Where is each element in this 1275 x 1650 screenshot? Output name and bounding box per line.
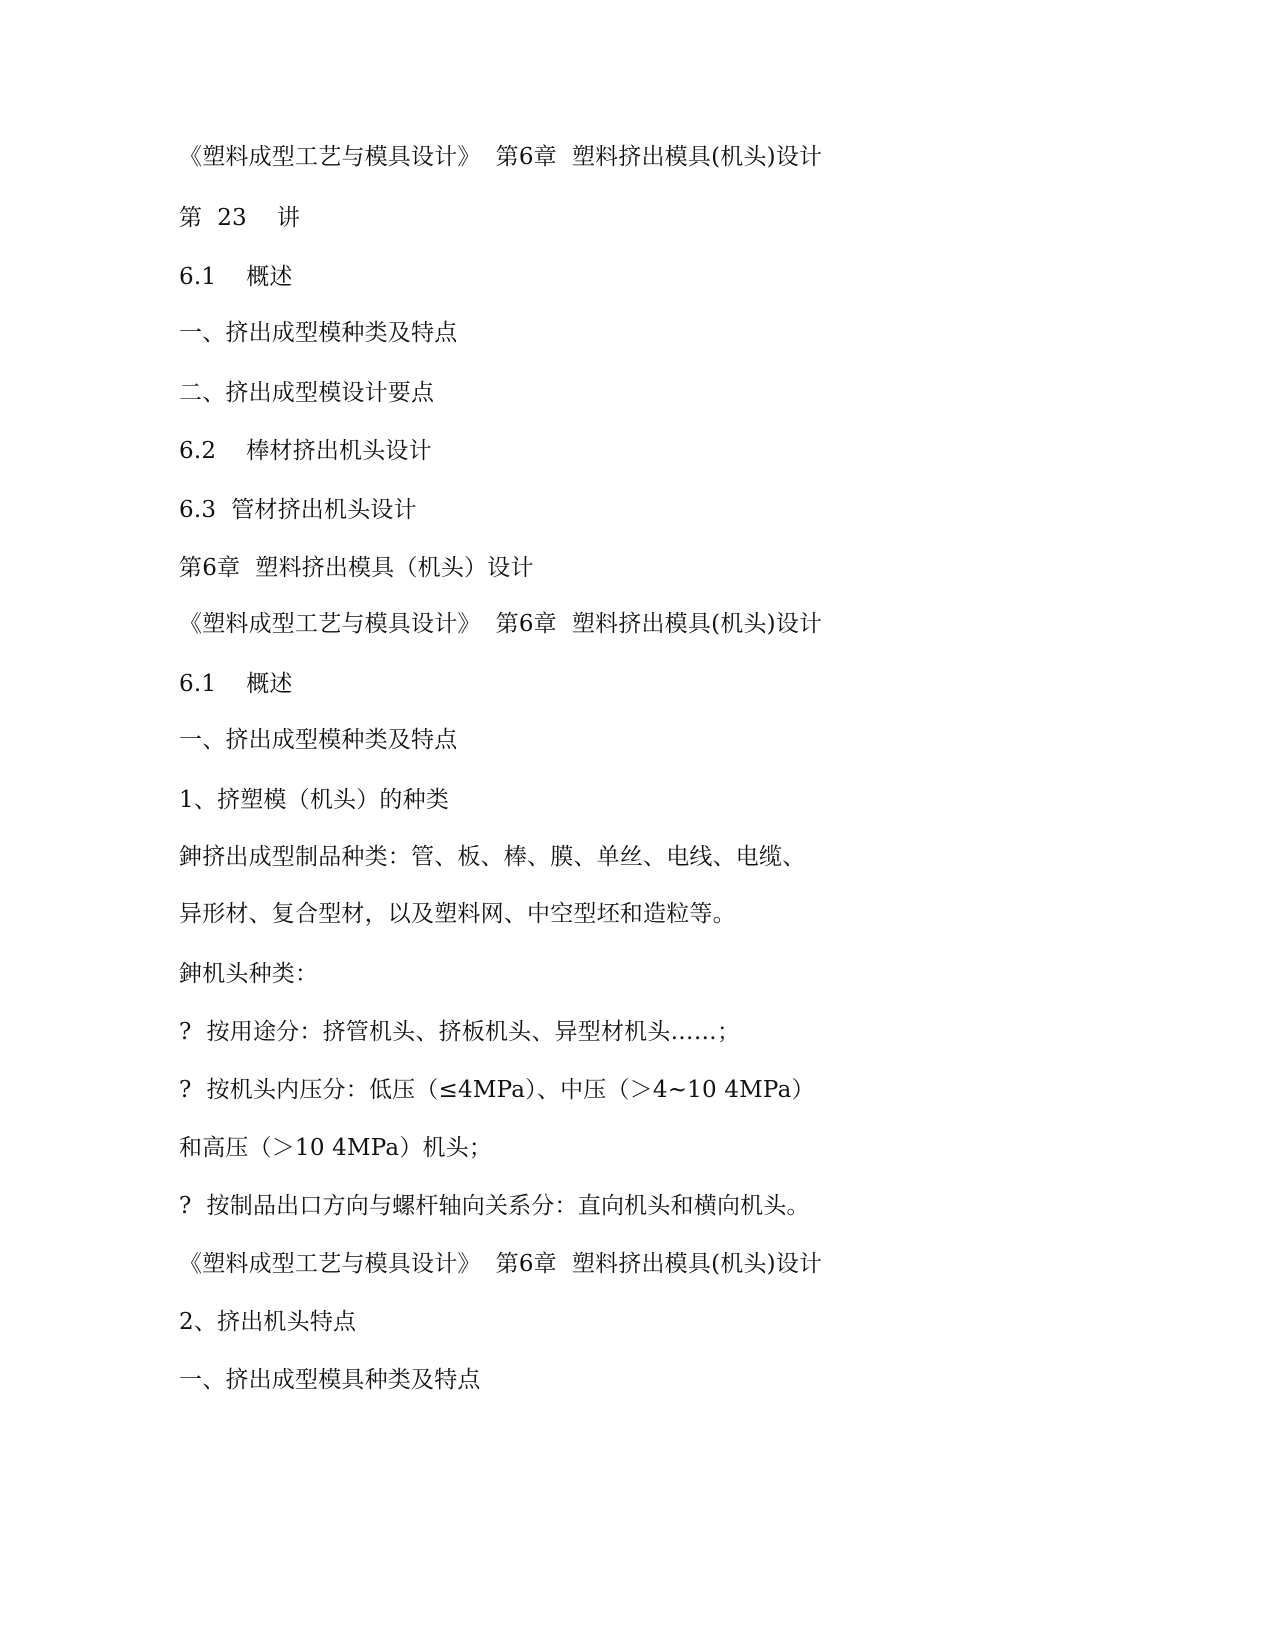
chapter-title: 第6章 塑料挤出模具（机头）设计 [179,555,534,581]
bullet-item-continuation: 和高压（＞10 4MPa）机头； [179,1135,493,1161]
section-heading: 6.3 管材挤出机头设计 [179,497,417,523]
section-heading: 6.1 概述 [179,671,293,697]
item-heading: 2、挤出机头特点 [179,1309,357,1335]
subsection-heading: 二、挤出成型模设计要点 [179,380,435,406]
body-text: 鉮机头种类： [179,961,319,987]
subsection-heading: 一、挤出成型模种类及特点 [179,727,458,753]
body-text: 异形材、复合型材，以及塑料网、中空型坯和造粒等。 [179,901,736,927]
lecture-number: 第 23 讲 [179,205,301,231]
section-heading: 6.1 概述 [179,264,293,290]
bullet-item: ? 按用途分：挤管机头、挤板机头、异型材机头……； [179,1019,741,1045]
subsection-heading: 一、挤出成型模种类及特点 [179,320,458,346]
running-header: 《塑料成型工艺与模具设计》 第6章 塑料挤出模具(机头)设计 [179,1251,823,1277]
body-text: 鉮挤出成型制品种类：管、板、棒、膜、单丝、电线、电缆、 [179,844,806,870]
bullet-item: ? 按机头内压分：低压（≤4MPa）、中压（＞4~10 4MPa） [179,1077,815,1103]
item-heading: 1、挤塑模（机头）的种类 [179,787,450,813]
bullet-item: ? 按制品出口方向与螺杆轴向关系分：直向机头和横向机头。 [179,1193,810,1219]
section-heading: 6.2 棒材挤出机头设计 [179,438,432,464]
subsection-heading: 一、挤出成型模具种类及特点 [179,1367,481,1393]
running-header: 《塑料成型工艺与模具设计》 第6章 塑料挤出模具(机头)设计 [179,611,823,637]
running-header: 《塑料成型工艺与模具设计》 第6章 塑料挤出模具(机头)设计 [179,144,823,170]
